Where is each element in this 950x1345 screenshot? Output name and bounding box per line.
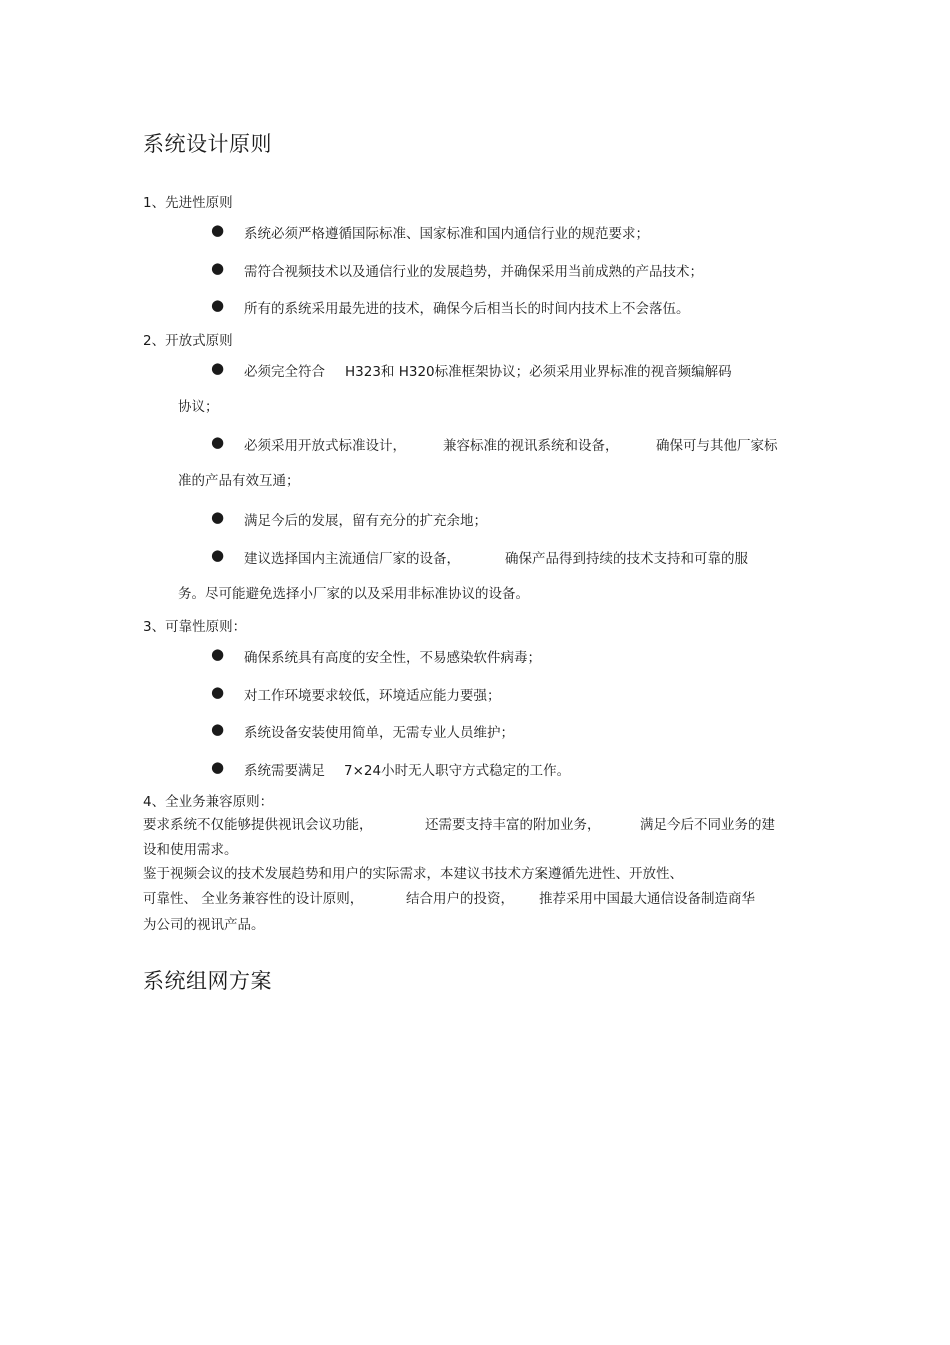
s2-bullet-2-part-c: 确保可与其他厂家标 xyxy=(656,438,778,454)
heading-design-principles: 系统设计原则 xyxy=(143,132,272,156)
section-3-title: 3、可靠性原则： xyxy=(143,619,247,635)
s2-bullet-2-part-a: 必须采用开放式标准设计， xyxy=(244,438,406,454)
s4-para-2-part-e: 为公司的视讯产品。 xyxy=(143,917,265,933)
s3-bullet-1: 确保系统具有高度的安全性，不易感染软件病毒； xyxy=(244,650,541,666)
s1-bullet-3: 所有的系统采用最先进的技术，确保今后相当长的时间内技术上不会落伍。 xyxy=(244,301,690,317)
s4-para-2-part-d: 推荐采用中国最大通信设备制造商华 xyxy=(539,891,755,907)
bullet-icon: ● xyxy=(211,259,225,277)
s1-bullet-2: 需符合视频技术以及通信行业的发展趋势，并确保采用当前成熟的产品技术； xyxy=(244,264,703,280)
section-2-title: 2、开放式原则 xyxy=(143,333,233,349)
s2-bullet-1-part-a: 必须完全符合 xyxy=(244,364,325,380)
bullet-icon: ● xyxy=(211,546,225,564)
bullet-icon: ● xyxy=(211,433,225,451)
bullet-icon: ● xyxy=(211,359,225,377)
s4-para-1-part-b: 还需要支持丰富的附加业务， xyxy=(425,817,601,833)
s2-bullet-1-part-c: 协议； xyxy=(178,399,219,415)
bullet-icon: ● xyxy=(211,508,225,526)
bullet-icon: ● xyxy=(211,645,225,663)
bullet-icon: ● xyxy=(211,720,225,738)
s2-bullet-2-part-d: 准的产品有效互通； xyxy=(178,473,300,489)
s2-bullet-4-part-c: 务。尽可能避免选择小厂家的以及采用非标准协议的设备。 xyxy=(178,586,529,602)
s4-para-2-part-b: 可靠性、 全业务兼容性的设计原则， xyxy=(143,891,364,907)
heading-network-plan: 系统组网方案 xyxy=(143,969,272,993)
s3-bullet-3: 系统设备安装使用简单，无需专业人员维护； xyxy=(244,725,514,741)
s2-bullet-1-part-b: H323和 H320标准框架协议；必须采用业界标准的视音频编解码 xyxy=(345,364,732,380)
bullet-icon: ● xyxy=(211,221,225,239)
s4-para-1-part-d: 设和使用需求。 xyxy=(143,842,238,858)
s2-bullet-2-part-b: 兼容标准的视讯系统和设备， xyxy=(443,438,619,454)
s3-bullet-4-part-a: 系统需要满足 xyxy=(244,763,325,779)
s4-para-2-part-c: 结合用户的投资， xyxy=(406,891,514,907)
s3-bullet-4-part-b: 7×24小时无人职守方式稳定的工作。 xyxy=(344,763,571,779)
s4-para-1-part-a: 要求系统不仅能够提供视讯会议功能， xyxy=(143,817,373,833)
s4-para-1-part-c: 满足今后不同业务的建 xyxy=(640,817,775,833)
s4-para-2-part-a: 鉴于视频会议的技术发展趋势和用户的实际需求，本建议书技术方案遵循先进性、开放性、 xyxy=(143,866,683,882)
bullet-icon: ● xyxy=(211,683,225,701)
s1-bullet-1: 系统必须严格遵循国际标准、国家标准和国内通信行业的规范要求； xyxy=(244,226,649,242)
bullet-icon: ● xyxy=(211,758,225,776)
s3-bullet-2: 对工作环境要求较低，环境适应能力要强； xyxy=(244,688,501,704)
s2-bullet-3: 满足今后的发展，留有充分的扩充余地； xyxy=(244,513,487,529)
section-1-title: 1、先进性原则 xyxy=(143,195,233,211)
bullet-icon: ● xyxy=(211,296,225,314)
s2-bullet-4-part-b: 确保产品得到持续的技术支持和可靠的服 xyxy=(505,551,748,567)
section-4-title: 4、全业务兼容原则： xyxy=(143,794,274,810)
s2-bullet-4-part-a: 建议选择国内主流通信厂家的设备， xyxy=(244,551,460,567)
